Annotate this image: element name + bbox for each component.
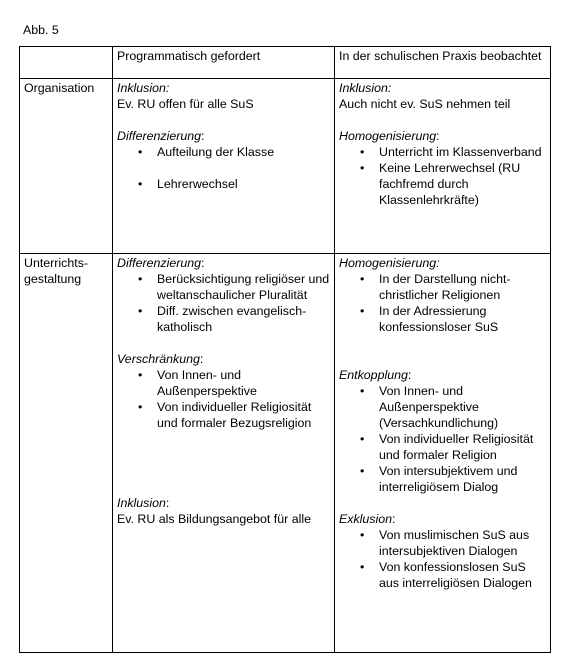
list-item: [360, 271, 546, 303]
bullet-icon: •: [360, 304, 365, 318]
list-item: [138, 144, 330, 160]
list-exklusion: [339, 527, 546, 591]
heading-differenzierung-label: Differenzierung: [117, 256, 202, 270]
heading-differenzierung: [117, 255, 330, 271]
bullet-icon: •: [138, 304, 143, 318]
row-label-organisation: Organisation: [20, 79, 113, 254]
list-item-text: Von individueller Religiosität und formaler Religion: [379, 432, 534, 462]
cell-organisation-programmatic: [113, 79, 335, 254]
list-item-text: Von Innen- und Außenperspektive (Versachkundlichung): [379, 384, 499, 430]
list-item-text: Aufteilung der Klasse: [157, 145, 275, 159]
bullet-icon: •: [360, 464, 365, 478]
list-item: [138, 399, 330, 431]
heading-colon: :: [199, 352, 204, 366]
heading-colon: :: [201, 256, 205, 270]
heading-homogenisierung: [339, 128, 546, 144]
list-item: [360, 160, 546, 208]
cell-organisation-practice: [335, 79, 551, 254]
bullet-icon: •: [360, 432, 365, 446]
list-item: [138, 303, 330, 335]
header-cell-empty: [20, 47, 113, 79]
heading-exklusion: [339, 511, 546, 527]
text-inklusion: Ev. RU als Bildungsangebot für alle: [117, 512, 311, 526]
heading-exklusion-label: Exklusion: [339, 512, 393, 526]
list-entkopplung: [339, 383, 546, 495]
heading-inklusion: [117, 495, 330, 511]
heading-colon: :: [392, 512, 396, 526]
list-item-text: Unterricht im Klassenverband: [379, 145, 542, 159]
heading-inklusion-label: Inklusion: [117, 496, 166, 510]
bullet-icon: •: [138, 400, 143, 414]
heading-verschraenkung: [117, 351, 330, 367]
list-item: [360, 527, 546, 559]
bullet-icon: •: [360, 272, 365, 286]
list-item-text: Von konfessionslosen SuS aus interreligiösen Dialogen: [379, 560, 532, 590]
bullet-icon: •: [360, 528, 365, 542]
list-item: [360, 431, 546, 463]
heading-entkopplung: [339, 367, 546, 383]
list-item: [360, 383, 546, 431]
bullet-icon: •: [360, 384, 365, 398]
list-item: [138, 271, 330, 303]
list-item: [360, 463, 546, 495]
cell-unterricht-practice: [335, 254, 551, 653]
list-item: [360, 144, 546, 160]
list-item-text: Von Innen- und Außenperspektive: [157, 368, 257, 398]
heading-entkopplung-label: Entkopplung: [339, 368, 408, 382]
heading-homogenisierung: Homogenisierung:: [339, 256, 440, 270]
heading-differenzierung-label: Differenzierung: [117, 129, 202, 143]
row-organisation: [20, 79, 551, 254]
text-inklusion: Ev. RU offen für alle SuS: [117, 97, 254, 111]
comparison-table: [19, 46, 551, 653]
list-homogenisierung: [339, 144, 546, 208]
bullet-icon: •: [360, 560, 365, 574]
table-header-row: [20, 47, 551, 79]
heading-verschraenkung-label: Verschränkung: [117, 352, 200, 366]
list-item: [360, 559, 546, 591]
bullet-icon: •: [138, 145, 143, 159]
text-inklusion: Auch nicht ev. SuS nehmen teil: [339, 97, 511, 111]
cell-unterricht-programmatic: [113, 254, 335, 653]
heading-colon: :: [436, 129, 440, 143]
bullet-icon: •: [360, 145, 365, 159]
heading-inklusion: Inklusion:: [117, 81, 170, 95]
heading-colon: :: [165, 496, 170, 510]
heading-homogenisierung-label: Homogenisierung: [339, 129, 437, 143]
list-item-text: Diff. zwischen evangelisch-katholisch: [157, 304, 307, 334]
heading-differenzierung: [117, 128, 330, 144]
list-item: [138, 176, 330, 192]
list-item-text: In der Darstellung nicht-christlicher Religionen: [379, 272, 511, 302]
row-label-unterrichtsgestaltung: Unterrichts-gestaltung: [20, 254, 113, 653]
bullet-icon: •: [138, 272, 143, 286]
heading-inklusion: Inklusion:: [339, 81, 392, 95]
list-item-text: Keine Lehrerwechsel (RU fachfremd durch Klassenlehrkräfte): [379, 161, 521, 207]
list-item: [360, 303, 546, 335]
bullet-icon: •: [138, 177, 143, 191]
heading-colon: :: [201, 129, 205, 143]
list-item-text: In der Adressierung konfessionsloser SuS: [379, 304, 499, 334]
heading-colon: :: [407, 368, 412, 382]
list-item: [138, 367, 330, 399]
row-unterrichtsgestaltung: [20, 254, 551, 653]
list-item-text: Lehrerwechsel: [157, 177, 238, 191]
list-verschraenkung: [117, 367, 330, 431]
figure-label: Abb. 5: [23, 23, 59, 37]
list-differenzierung: [117, 144, 330, 192]
list-differenzierung: [117, 271, 330, 335]
bullet-icon: •: [360, 161, 365, 175]
list-item-text: Von muslimischen SuS aus intersubjektiven Dialogen: [379, 528, 530, 558]
list-item-text: Berücksichtigung religiöser und weltanschaulicher Pluralität: [157, 272, 330, 302]
header-cell-programmatic: Programmatisch gefordert: [113, 47, 335, 79]
list-item-text: Von individueller Religiosität und formaler Bezugsreligion: [157, 400, 312, 430]
list-item-text: Von intersubjektivem und interreligiösem Dialog: [379, 464, 518, 494]
bullet-icon: •: [138, 368, 143, 382]
header-cell-practice: In der schulischen Praxis beobachtet: [335, 47, 551, 79]
list-homogenisierung: [339, 271, 546, 335]
